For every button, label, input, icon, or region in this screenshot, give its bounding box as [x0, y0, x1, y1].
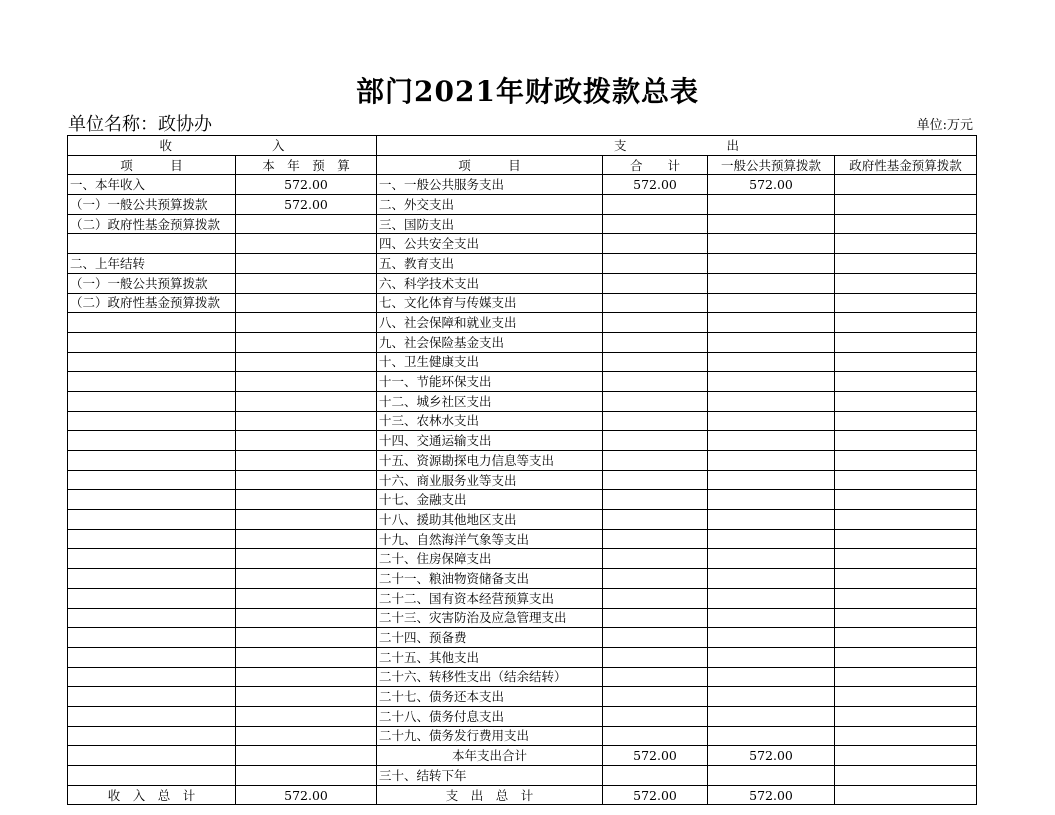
expense-item-cell: 十二、城乡社区支出 — [377, 391, 603, 411]
table-row — [68, 726, 977, 746]
expense-total-cell — [603, 195, 708, 215]
expense-total-cell — [603, 510, 708, 530]
expense-total-cell — [603, 431, 708, 451]
income-amount-cell — [236, 273, 377, 293]
expense-item-cell: 十六、商业服务业等支出 — [377, 470, 603, 490]
expense-item-cell: 十九、自然海洋气象等支出 — [377, 529, 603, 549]
expense-total-cell — [603, 234, 708, 254]
table-row — [68, 451, 977, 471]
expense-item-cell: 二十四、预备费 — [377, 628, 603, 648]
income-item-cell — [68, 332, 236, 352]
income-item-cell — [68, 588, 236, 608]
income-amount-cell — [236, 687, 377, 707]
table-row — [68, 372, 977, 392]
expense-item-cell: 二十五、其他支出 — [377, 647, 603, 667]
expense-item-cell: 五、教育支出 — [377, 254, 603, 274]
income-amount-cell — [236, 569, 377, 589]
income-item-cell — [68, 746, 236, 766]
table-row — [68, 234, 977, 254]
expense-fund-cell — [835, 529, 977, 549]
expense-general-cell — [708, 529, 835, 549]
expense-general-cell — [708, 569, 835, 589]
expense-total-cell — [603, 647, 708, 667]
income-item-cell — [68, 372, 236, 392]
table-row — [68, 313, 977, 333]
income-item-cell — [68, 608, 236, 628]
expense-fund-cell — [835, 706, 977, 726]
expense-item-cell: 九、社会保险基金支出 — [377, 332, 603, 352]
income-item-cell — [68, 510, 236, 530]
income-item-cell — [68, 667, 236, 687]
expense-general-cell — [708, 470, 835, 490]
expense-item-cell: 一、一般公共服务支出 — [377, 175, 603, 195]
income-item-cell — [68, 391, 236, 411]
expense-item-cell: 十四、交通运输支出 — [377, 431, 603, 451]
fiscal-appropriation-table — [67, 135, 977, 805]
expense-fund-cell — [835, 391, 977, 411]
expense-item-cell: 本年支出合计 — [377, 746, 603, 766]
expense-item-cell: 三、国防支出 — [377, 214, 603, 234]
income-item-cell: （二）政府性基金预算拨款 — [68, 293, 236, 313]
expense-fund-cell — [835, 490, 977, 510]
table-row — [68, 175, 977, 195]
expense-total-cell — [603, 529, 708, 549]
income-group-header: 收 入 — [68, 136, 377, 156]
income-amount-cell — [236, 667, 377, 687]
expense-fund-cell — [835, 766, 977, 786]
income-amount-cell — [236, 451, 377, 471]
income-item-cell — [68, 647, 236, 667]
income-amount-cell — [236, 549, 377, 569]
expense-fund-cell — [835, 293, 977, 313]
expense-fund-cell — [835, 313, 977, 333]
income-amount-cell — [236, 293, 377, 313]
expense-fund-cell — [835, 234, 977, 254]
expense-total-cell — [603, 293, 708, 313]
table-row — [68, 352, 977, 372]
expense-item-cell: 二十、住房保障支出 — [377, 549, 603, 569]
expense-total-cell — [603, 214, 708, 234]
expense-fund-header: 政府性基金预算拨款 — [835, 155, 977, 175]
expense-total-cell — [603, 726, 708, 746]
income-amount-cell — [236, 510, 377, 530]
expense-total-cell — [603, 470, 708, 490]
expense-fund-cell — [835, 352, 977, 372]
expense-total-cell — [603, 706, 708, 726]
income-item-cell: （二）政府性基金预算拨款 — [68, 214, 236, 234]
expense-total-cell: 572.00 — [603, 746, 708, 766]
income-item-cell — [68, 628, 236, 648]
income-item-cell: （一）一般公共预算拨款 — [68, 195, 236, 215]
expense-fund-total — [835, 785, 977, 805]
expense-fund-cell — [835, 411, 977, 431]
table-row — [68, 470, 977, 490]
income-amount-cell — [236, 313, 377, 333]
table-row — [68, 667, 977, 687]
income-amount-cell: 572.00 — [236, 175, 377, 195]
expense-general-cell — [708, 726, 835, 746]
income-amount-cell — [236, 608, 377, 628]
income-item-cell — [68, 569, 236, 589]
expense-total-cell — [603, 313, 708, 333]
table-row — [68, 254, 977, 274]
expense-item-cell: 十、卫生健康支出 — [377, 352, 603, 372]
expense-item-cell: 二十一、粮油物资储备支出 — [377, 569, 603, 589]
expense-total-cell — [603, 569, 708, 589]
expense-total-cell — [603, 608, 708, 628]
income-item-cell — [68, 490, 236, 510]
income-total-label: 收 入 总 计 — [68, 785, 236, 805]
table-row — [68, 293, 977, 313]
expense-fund-cell — [835, 588, 977, 608]
expense-item-header: 项 目 — [377, 155, 603, 175]
income-amount-cell — [236, 234, 377, 254]
expense-item-cell: 二十七、债务还本支出 — [377, 687, 603, 707]
expense-total-cell — [603, 254, 708, 274]
expense-general-cell: 572.00 — [708, 175, 835, 195]
table-row — [68, 490, 977, 510]
income-amount-cell — [236, 411, 377, 431]
income-item-cell — [68, 687, 236, 707]
table-row — [68, 529, 977, 549]
expense-item-cell: 十三、农林水支出 — [377, 411, 603, 431]
expense-general-cell — [708, 628, 835, 648]
income-amount-cell — [236, 529, 377, 549]
header-group-row — [68, 136, 977, 156]
income-item-cell — [68, 766, 236, 786]
expense-item-cell: 二十六、转移性支出（结余结转） — [377, 667, 603, 687]
expense-fund-cell — [835, 549, 977, 569]
expense-grand-total: 572.00 — [603, 785, 708, 805]
expense-general-cell — [708, 391, 835, 411]
expense-fund-cell — [835, 372, 977, 392]
income-amount-header: 本 年 预 算 — [236, 155, 377, 175]
expense-item-cell: 二十三、灾害防治及应急管理支出 — [377, 608, 603, 628]
expense-item-cell: 二十九、债务发行费用支出 — [377, 726, 603, 746]
table-row — [68, 411, 977, 431]
expense-general-cell — [708, 647, 835, 667]
expense-item-cell: 二十二、国有资本经营预算支出 — [377, 588, 603, 608]
table-row — [68, 195, 977, 215]
expense-item-cell: 十五、资源勘探电力信息等支出 — [377, 451, 603, 471]
expense-item-cell: 三十、结转下年 — [377, 766, 603, 786]
expense-item-cell: 十八、援助其他地区支出 — [377, 510, 603, 530]
income-item-cell — [68, 706, 236, 726]
table-row — [68, 431, 977, 451]
expense-general-cell — [708, 293, 835, 313]
expense-fund-cell — [835, 628, 977, 648]
expense-fund-cell — [835, 273, 977, 293]
expense-item-cell: 八、社会保障和就业支出 — [377, 313, 603, 333]
income-amount-cell — [236, 254, 377, 274]
expense-general-cell — [708, 411, 835, 431]
totals-row — [68, 785, 977, 805]
expense-total-cell — [603, 391, 708, 411]
income-item-cell: （一）一般公共预算拨款 — [68, 273, 236, 293]
income-item-cell: 一、本年收入 — [68, 175, 236, 195]
income-item-cell — [68, 549, 236, 569]
expense-general-cell — [708, 273, 835, 293]
expense-total-cell — [603, 451, 708, 471]
expense-general-cell — [708, 313, 835, 333]
table-row — [68, 687, 977, 707]
income-item-cell: 二、上年结转 — [68, 254, 236, 274]
expense-general-cell — [708, 687, 835, 707]
table-row — [68, 391, 977, 411]
table-row — [68, 706, 977, 726]
table-row — [68, 510, 977, 530]
expense-general-cell — [708, 372, 835, 392]
income-amount-cell — [236, 766, 377, 786]
expense-total-cell — [603, 766, 708, 786]
income-amount-cell — [236, 726, 377, 746]
expense-general-cell — [708, 608, 835, 628]
income-item-cell — [68, 411, 236, 431]
expense-item-cell: 十一、节能环保支出 — [377, 372, 603, 392]
expense-fund-cell — [835, 254, 977, 274]
expense-fund-cell — [835, 608, 977, 628]
expense-fund-cell — [835, 332, 977, 352]
expense-total-cell — [603, 628, 708, 648]
expense-fund-cell — [835, 431, 977, 451]
income-amount-cell — [236, 746, 377, 766]
income-amount-cell — [236, 332, 377, 352]
table-row — [68, 214, 977, 234]
expense-total-cell — [603, 352, 708, 372]
table-row — [68, 746, 977, 766]
page-title: 部门2021年财政拨款总表 — [356, 75, 699, 108]
expense-general-cell: 572.00 — [708, 746, 835, 766]
expense-item-cell: 二十八、债务付息支出 — [377, 706, 603, 726]
expense-total-cell — [603, 332, 708, 352]
expense-total-cell — [603, 490, 708, 510]
table-row — [68, 332, 977, 352]
expense-general-cell — [708, 451, 835, 471]
expense-item-cell: 七、文化体育与传媒支出 — [377, 293, 603, 313]
expense-item-cell: 四、公共安全支出 — [377, 234, 603, 254]
income-item-cell — [68, 451, 236, 471]
expense-fund-cell — [835, 175, 977, 195]
expense-total-cell: 572.00 — [603, 175, 708, 195]
expense-general-cell — [708, 431, 835, 451]
income-item-cell — [68, 313, 236, 333]
income-item-cell — [68, 352, 236, 372]
expense-total-cell — [603, 549, 708, 569]
expense-fund-cell — [835, 746, 977, 766]
income-amount-cell — [236, 431, 377, 451]
income-amount-cell — [236, 706, 377, 726]
income-item-header: 项 目 — [68, 155, 236, 175]
expense-general-cell — [708, 234, 835, 254]
income-total-amount: 572.00 — [236, 785, 377, 805]
expense-fund-cell — [835, 510, 977, 530]
expense-item-cell: 六、科学技术支出 — [377, 273, 603, 293]
expense-fund-cell — [835, 667, 977, 687]
income-item-cell — [68, 234, 236, 254]
table-row — [68, 569, 977, 589]
expense-general-total: 572.00 — [708, 785, 835, 805]
income-amount-cell — [236, 628, 377, 648]
table-row — [68, 628, 977, 648]
expense-total-header: 合 计 — [603, 155, 708, 175]
expense-fund-cell — [835, 647, 977, 667]
table-row — [68, 647, 977, 667]
expense-fund-cell — [835, 687, 977, 707]
expense-fund-cell — [835, 214, 977, 234]
income-item-cell — [68, 726, 236, 746]
income-amount-cell — [236, 372, 377, 392]
expense-item-cell: 二、外交支出 — [377, 195, 603, 215]
income-amount-cell — [236, 470, 377, 490]
income-item-cell — [68, 470, 236, 490]
unit-name-label: 单位名称：政协办 — [68, 114, 212, 135]
expense-item-cell: 十七、金融支出 — [377, 490, 603, 510]
expense-general-cell — [708, 214, 835, 234]
table-row — [68, 549, 977, 569]
table-row — [68, 273, 977, 293]
expense-total-cell — [603, 667, 708, 687]
income-amount-cell — [236, 588, 377, 608]
expense-general-cell — [708, 195, 835, 215]
expense-general-header: 一般公共预算拨款 — [708, 155, 835, 175]
expense-general-cell — [708, 254, 835, 274]
income-amount-cell — [236, 647, 377, 667]
income-amount-cell — [236, 352, 377, 372]
expense-general-cell — [708, 510, 835, 530]
expense-fund-cell — [835, 195, 977, 215]
expense-fund-cell — [835, 726, 977, 746]
table-row — [68, 608, 977, 628]
income-item-cell — [68, 529, 236, 549]
expense-general-cell — [708, 766, 835, 786]
expense-general-cell — [708, 332, 835, 352]
expense-general-cell — [708, 549, 835, 569]
expense-general-cell — [708, 706, 835, 726]
expense-total-cell — [603, 273, 708, 293]
income-amount-cell — [236, 214, 377, 234]
expense-total-cell — [603, 372, 708, 392]
income-item-cell — [68, 431, 236, 451]
expense-general-cell — [708, 490, 835, 510]
table-row — [68, 766, 977, 786]
expense-group-header: 支 出 — [377, 136, 977, 156]
income-amount-cell — [236, 490, 377, 510]
expense-fund-cell — [835, 569, 977, 589]
expense-total-cell — [603, 411, 708, 431]
header-column-row — [68, 155, 977, 175]
unit-label: 单位:万元 — [916, 118, 973, 133]
expense-general-cell — [708, 667, 835, 687]
expense-total-cell — [603, 588, 708, 608]
expense-fund-cell — [835, 470, 977, 490]
income-amount-cell: 572.00 — [236, 195, 377, 215]
expense-total-cell — [603, 687, 708, 707]
expense-fund-cell — [835, 451, 977, 471]
table-row — [68, 588, 977, 608]
income-amount-cell — [236, 391, 377, 411]
expense-total-label: 支 出 总 计 — [377, 785, 603, 805]
expense-general-cell — [708, 588, 835, 608]
expense-general-cell — [708, 352, 835, 372]
